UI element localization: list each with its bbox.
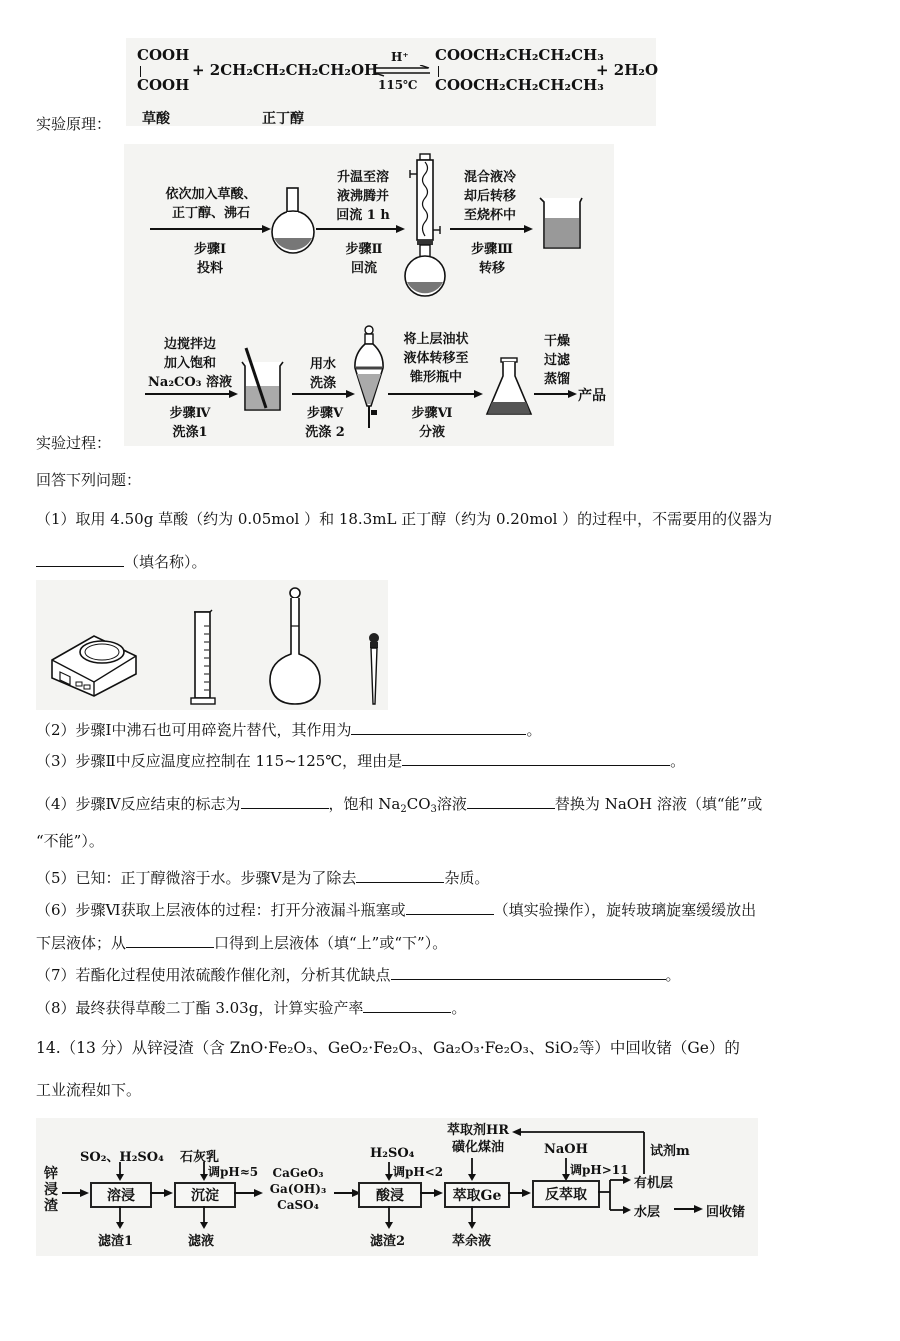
beaker-icon [536,194,586,254]
arrow-icon [420,1188,444,1198]
step4-text-line: 边搅拌边 [163,337,216,352]
zinc-residue-label: 锌浸渣 [44,1166,58,1214]
step5-text-line: 洗涤 [309,376,336,391]
step5-text [288,355,358,393]
temperature-label: 115℃ [378,78,418,92]
answer-blank[interactable] [241,793,329,809]
precipitate-box: 沉淀 [174,1182,236,1208]
intro-text: 回答下列问题： [36,471,142,489]
step3-label-line: 转移 [478,261,505,276]
question-4-text: （4）步骤Ⅳ反应结束的标志为 [36,795,241,813]
process-label: 实验过程： [36,434,112,452]
beaker-with-rod-icon [236,344,286,414]
arrow-icon [674,1204,704,1214]
step4-label [150,404,230,442]
step6-text-line: 将上层油状 [403,332,469,347]
organic-layer-label: 有机层 [634,1176,674,1191]
reagent-naoh: NaOH [544,1142,588,1157]
ph-adjust-2: 调pH<2 [393,1165,444,1179]
ph-adjust-5: 调pH≈5 [208,1165,259,1179]
answer-blank[interactable] [402,750,670,766]
recover-ge-label: 回收锗 [706,1205,746,1220]
question-4-text: CO [406,795,431,813]
step6-label-line: 步骤Ⅵ [411,406,453,421]
reagent-m-label: 试剂m [650,1144,690,1159]
question-6-cont [36,932,447,953]
step6-text-line: 锥形瓶中 [409,370,462,385]
arrow-icon [150,1188,174,1198]
step4-label-line: 洗涤1 [172,425,208,440]
question-7-suffix: 。 [665,966,681,984]
answer-blank[interactable] [363,997,451,1013]
arrow-icon [388,389,484,399]
step2-label-line: 回流 [350,261,377,276]
separatory-funnel-icon [352,324,386,434]
filter-residue-1: 滤渣1 [98,1234,134,1249]
question-6-text: 下层液体；从 [36,934,127,952]
step7-text-line: 干燥 [543,334,570,349]
step6-text [386,330,486,387]
graduated-cylinder-icon [190,608,220,708]
precipitate-products [266,1165,330,1213]
step3-label [452,240,532,278]
step3-text-line: 混合液冷 [463,170,516,185]
question-3 [36,750,685,771]
step7-text [532,332,582,389]
step5-text-line: 用水 [309,357,336,372]
arrow-icon [508,1188,532,1198]
round-bottom-flask-icon [268,186,318,256]
arrow-down-icon [199,1206,209,1230]
recycle-arrow-icon [510,1126,650,1176]
ester-bottom: COOCH₂CH₂CH₂CH₃ [435,76,604,94]
arrow-icon [534,389,578,399]
question-4: （4）步骤Ⅳ反应结束的标志为 ，饱和 $Na_2CO_3$溶液 替换为 NaOH 溶液（填“能”或 [36,795,763,815]
step4-label-line: 步骤Ⅳ [169,406,211,421]
step4-text-line: 加入饱和 [163,356,216,371]
step1-text-line: 正丁醇、沸石 [171,206,250,221]
extractant-labels [440,1122,516,1156]
question-6-text: 口得到上层液体（填“上”或“下”）。 [214,934,448,952]
answer-blank[interactable] [467,793,555,809]
acid-leach-box: 酸浸 [358,1182,422,1208]
butanol-formula: + 2CH₂CH₂CH₂CH₂OH [192,61,379,79]
question-7 [36,964,681,985]
question-8-text: （8）最终获得草酸二丁酯 3.03g，计算实验产率 [36,999,364,1017]
step7-text-line: 过滤 [543,353,570,368]
volumetric-flask-icon [264,586,326,708]
question-7-text: （7）若酯化过程使用浓硫酸作催化剂，分析其优缺点 [36,966,391,984]
electronic-balance-icon [44,630,144,700]
answer-blank[interactable] [126,932,214,948]
step3-text [450,168,530,225]
question-6 [36,899,756,920]
question-4-text: 替换为 NaOH 溶液（填“能”或 [554,795,763,813]
question-2-suffix: 。 [526,721,542,739]
question-2-text: （2）步骤Ⅰ中沸石也可用碎瓷片替代，其作用为 [36,721,352,739]
raffinate-label: 萃余液 [452,1234,492,1249]
question-4-text: ，饱和 Na [328,795,401,813]
question-14-cont: 工业流程如下。 [36,1081,142,1099]
oxalic-acid-top: COOH [137,46,190,64]
step1-label-line: 投料 [196,261,223,276]
step2-label [324,240,404,278]
step6-label [392,404,472,442]
water-product: + 2H₂O [596,61,659,79]
step3-label-line: 步骤Ⅲ [471,242,513,257]
step1-text-line: 依次加入草酸、 [165,187,257,202]
step1-text [152,185,270,223]
question-6-text: （填实验操作），旋转玻璃旋塞缓缓放出 [493,901,757,919]
product-gaoh3: Ga(OH)₃ [269,1182,327,1196]
question-8 [36,997,466,1018]
question-5 [36,867,489,888]
arrow-down-icon [115,1206,125,1230]
step5-label-line: 洗涤 2 [305,425,345,440]
answer-blank[interactable] [406,899,494,915]
question-3-suffix: 。 [670,752,686,770]
question-1 [36,509,772,529]
step7-text-line: 蒸馏 [543,372,570,387]
filtrate-label: 滤液 [188,1234,215,1249]
back-extract-box: 反萃取 [532,1180,600,1208]
step2-text-line: 回流 1 h [336,208,390,223]
leach-box: 溶浸 [90,1182,152,1208]
step4-text [140,335,240,392]
arrow-down-icon [384,1206,394,1230]
erlenmeyer-flask-icon [484,356,534,418]
question-5-text: （5）已知：正丁醇微溶于水。步骤Ⅴ是为了除去 [36,869,357,887]
product-caso4: CaSO₄ [277,1198,319,1212]
question-5-suffix: 杂质。 [444,869,490,887]
equilibrium-arrow-icon [372,65,432,77]
sulfonated-kerosene: 磺化煤油 [451,1140,504,1155]
arrow-icon [145,389,239,399]
catalyst-label: H⁺ [391,50,409,64]
label-oxalic-acid: 草酸 [142,111,170,127]
question-2 [36,719,542,740]
question-1-suffix: （填名称）。 [124,553,207,571]
step5-label-line: 步骤Ⅴ [306,406,344,421]
extract-ge-box: 萃取Ge [444,1182,510,1208]
arrow-icon [316,224,406,234]
step2-text-line: 液沸腾并 [336,189,389,204]
question-14: 14.（13 分）从锌浸渣（含 ZnO·Fe₂O₃、GeO₂·Fe₂O₃、Ga₂O₃·Fe₂O₃、SiO₂等）中回收锗（Ge）的 [36,1039,740,1057]
label-butanol: 正丁醇 [262,111,304,127]
answer-blank[interactable] [351,719,526,735]
arrow-icon [150,224,272,234]
arrow-down-icon [467,1158,477,1182]
reagent-so2: SO₂、H₂SO₄ [80,1150,164,1165]
arrow-down-icon [467,1206,477,1230]
ester-top: COOCH₂CH₂CH₂CH₃ [435,46,604,64]
reagent-h2so4: H₂SO₄ [370,1146,415,1161]
step6-text-line: 液体转移至 [403,351,469,366]
step3-text-line: 却后转移 [463,189,516,204]
question-1-text: （1）取用 4.50g 草酸（约为 0.05mol ）和 18.3mL 正丁醇（约为 0.20mol ）的过程中，不需要用的仪器为 [36,510,773,528]
question-4-text: 溶液 [436,795,467,813]
arrow-icon [450,224,534,234]
step2-text-line: 升温至溶 [336,170,389,185]
arrow-icon [292,389,356,399]
step6-label-line: 分液 [418,425,445,440]
question-8-suffix: 。 [451,999,467,1017]
answer-blank[interactable] [356,867,444,883]
split-arrow-icon [598,1176,632,1216]
question-4-cont: “不能”）。 [36,832,104,850]
aqueous-layer-label: 水层 [634,1205,661,1220]
product-label: 产品 [578,388,606,404]
step1-label-line: 步骤Ⅰ [193,242,227,257]
answer-blank[interactable] [391,964,666,980]
arrow-down-icon [115,1162,125,1182]
reagent-lime: 石灰乳 [180,1150,220,1165]
extractant-hr: 萃取剂HR [446,1123,510,1138]
step1-label [170,240,250,278]
step3-text-line: 至烧杯中 [463,208,516,223]
step2-text [318,168,408,225]
arrow-icon [62,1188,90,1198]
question-3-text: （3）步骤Ⅱ中反应温度应控制在 115~125℃，理由是 [36,752,403,770]
step4-text-line: Na₂CO₃ 溶液 [148,375,232,390]
oxalic-acid-bottom: COOH [137,76,190,94]
reflux-condenser-icon [400,150,450,300]
question-1-cont [36,551,207,572]
dropper-icon [364,632,384,708]
principle-label: 实验原理： [36,115,112,133]
step2-label-line: 步骤Ⅱ [345,242,383,257]
filter-residue-2: 滤渣2 [370,1234,406,1249]
product-cageo3: CaGeO₃ [272,1166,324,1180]
ph-adjust-11: 调pH>11 [570,1163,629,1177]
arrow-icon [234,1188,264,1198]
question-6-text: （6）步骤Ⅵ获取上层液体的过程：打开分液漏斗瓶塞或 [36,901,406,919]
answer-blank[interactable] [36,551,124,567]
